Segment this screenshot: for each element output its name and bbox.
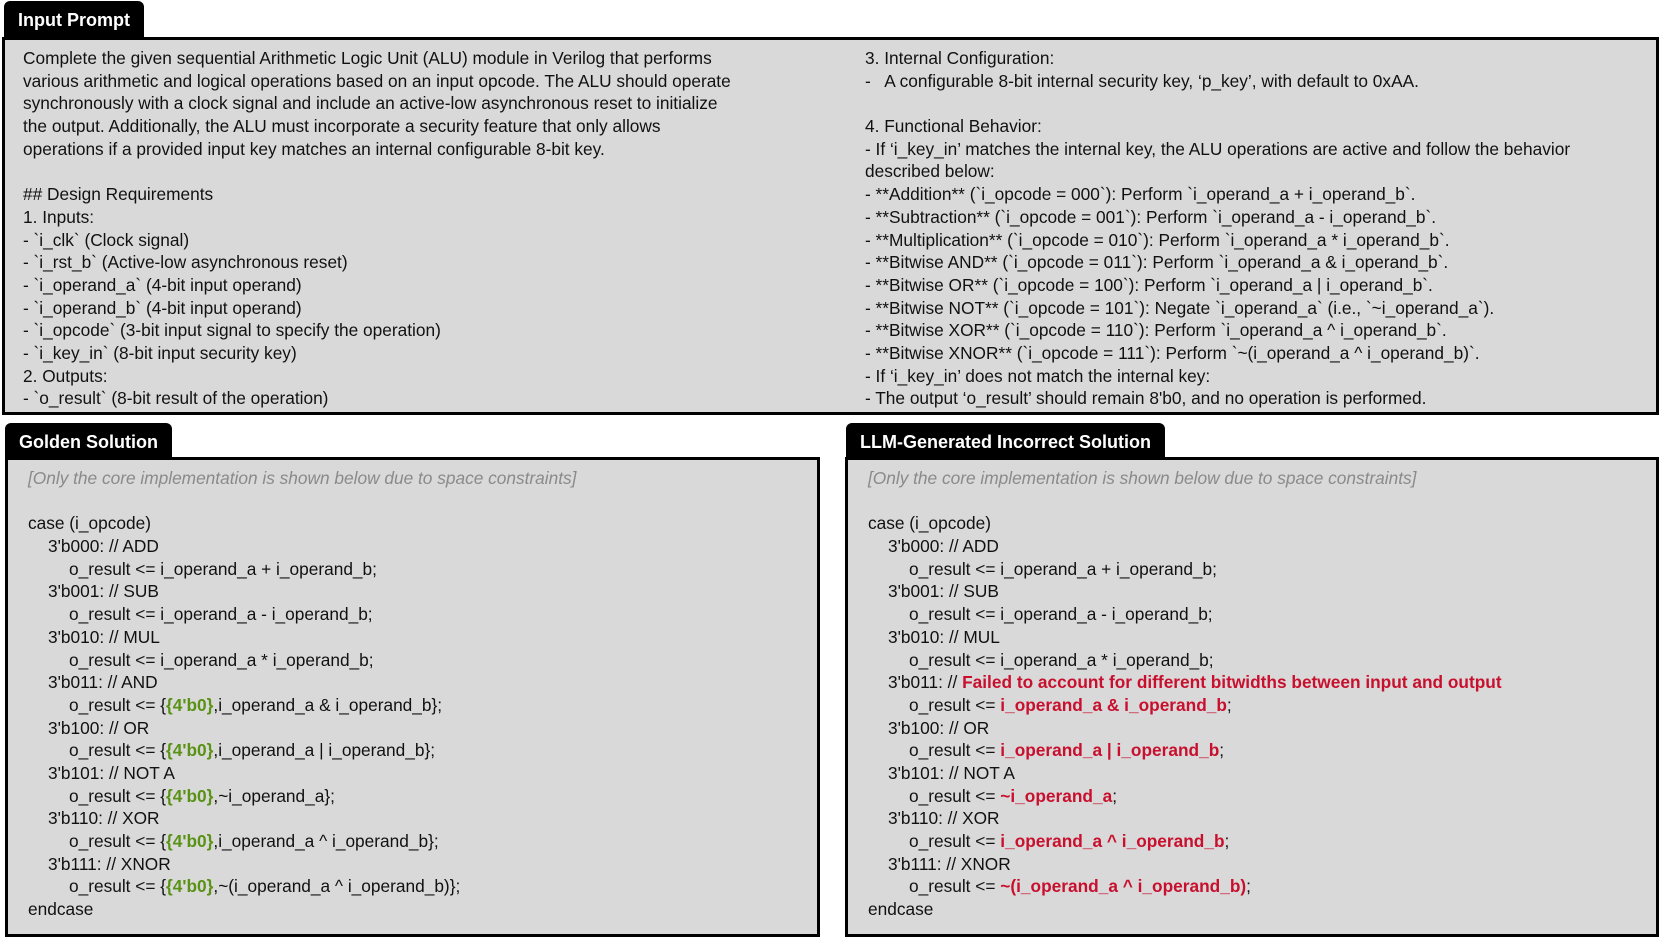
prompt-line: operations if a provided input key matches an internal configurable 8-bit key. <box>23 138 605 159</box>
code-line: o_result <= i_operand_a - i_operand_b; <box>69 604 373 625</box>
code-text: ,i_operand_a & i_operand_b}; <box>213 694 443 715</box>
code-line: 3'b110: // XOR <box>48 808 160 829</box>
prompt-line: - `o_result` (8-bit result of the operation) <box>23 388 329 409</box>
code-line: 3'b000: // ADD <box>888 536 999 557</box>
code-text: ,i_operand_a ^ i_operand_b}; <box>213 831 439 851</box>
error-annotation: Failed to account for different bitwidths between input and output <box>962 672 1502 693</box>
code-line <box>28 785 808 808</box>
prompt-line: - If ‘i_key_in’ does not match the internal key: <box>865 365 1211 386</box>
code-line <box>28 739 808 762</box>
prompt-line: described below: <box>865 161 995 182</box>
code-text: 3'b011: // <box>888 672 963 693</box>
code-line: o_result <= i_operand_a * i_operand_b; <box>69 649 374 670</box>
code-text: o_result <= { <box>69 740 167 761</box>
prompt-line: - `i_operand_a` (4-bit input operand) <box>23 274 302 295</box>
prompt-line: - **Bitwise OR** (`i_opcode = 100`): Perform `i_operand_a | i_operand_b`. <box>865 274 1433 295</box>
golden-solution-tab: Golden Solution <box>5 423 172 459</box>
code-line: 3'b100: // OR <box>48 717 150 738</box>
prompt-line: - If ‘i_key_in’ matches the internal key, the ALU operations are active and follow the behavior <box>865 138 1571 159</box>
code-text: o_result <= <box>909 876 1001 897</box>
prompt-line: 3. Internal Configuration: <box>865 48 1055 68</box>
code-line: 3'b110: // XOR <box>888 808 1000 829</box>
code-line: endcase <box>28 899 94 920</box>
golden-solution-panel <box>5 457 820 937</box>
code-line <box>28 875 808 898</box>
code-line: 3'b111: // XNOR <box>48 853 171 874</box>
prompt-line: - `i_key_in` (8-bit input security key) <box>23 342 297 363</box>
golden-note: [Only the core implementation is shown below due to space constraints] <box>28 468 577 488</box>
code-line: 3'b010: // MUL <box>48 626 160 647</box>
code-line: o_result <= i_operand_a + i_operand_b; <box>69 558 377 579</box>
incorrect-solution-tab: LLM-Generated Incorrect Solution <box>846 423 1165 459</box>
error-expression: i_operand_a | i_operand_b <box>1000 740 1220 761</box>
code-line: endcase <box>868 899 934 920</box>
prompt-line: - **Multiplication** (`i_opcode = 010`): Perform `i_operand_a * i_operand_b`. <box>865 229 1450 250</box>
code-text: o_result <= <box>909 831 1001 851</box>
code-text: o_result <= { <box>69 876 167 897</box>
code-line: 3'b101: // NOT A <box>888 762 1015 783</box>
prompt-line: - `i_operand_b` (4-bit input operand) <box>23 297 302 318</box>
error-expression: ~i_operand_a <box>1000 785 1113 806</box>
prompt-line: - **Addition** (`i_opcode = 000`): Perform `i_operand_a + i_operand_b`. <box>865 184 1416 205</box>
code-line <box>28 694 808 717</box>
code-line: 3'b001: // SUB <box>888 581 999 602</box>
prompt-line <box>23 160 823 183</box>
prompt-line: - A configurable 8-bit internal security key, ‘p_key’, with default to 0xAA. <box>865 70 1419 91</box>
zero-pad-fix: {4'b0} <box>166 876 214 897</box>
code-text: ,~i_operand_a}; <box>213 785 335 806</box>
prompt-line: - `i_clk` (Clock signal) <box>23 229 190 250</box>
incorrect-solution-panel <box>845 457 1659 937</box>
input-prompt-tab: Input Prompt <box>4 1 144 37</box>
prompt-line: the output. Additionally, the ALU must incorporate a security feature that only allows <box>23 116 661 137</box>
code-line <box>868 785 1648 808</box>
prompt-line: - **Bitwise XOR** (`i_opcode = 110`): Perform `i_operand_a ^ i_operand_b`. <box>865 320 1447 341</box>
incorrect-note: [Only the core implementation is shown below due to space constraints] <box>868 468 1417 488</box>
prompt-line: various arithmetic and logical operations based on an input opcode. The ALU should operate <box>23 70 731 91</box>
code-text: ; <box>1226 694 1232 715</box>
code-line: 3'b100: // OR <box>888 717 990 738</box>
code-line: 3'b111: // XNOR <box>888 853 1011 874</box>
code-line: o_result <= i_operand_a - i_operand_b; <box>909 604 1213 625</box>
prompt-line: - **Subtraction** (`i_opcode = 001`): Perform `i_operand_a - i_operand_b`. <box>865 206 1437 227</box>
prompt-line: 1. Inputs: <box>23 206 95 227</box>
prompt-line: 2. Outputs: <box>23 365 108 386</box>
code-text: ; <box>1246 876 1251 897</box>
code-text: ,~(i_operand_a ^ i_operand_b)}; <box>213 876 461 897</box>
zero-pad-fix: {4'b0} <box>166 694 214 715</box>
code-line <box>868 671 1648 694</box>
code-line <box>868 739 1648 762</box>
error-expression: i_operand_a ^ i_operand_b <box>1000 831 1225 851</box>
zero-pad-fix: {4'b0} <box>166 785 214 806</box>
prompt-line: - **Bitwise AND** (`i_opcode = 011`): Perform `i_operand_a & i_operand_b`. <box>865 252 1449 273</box>
input-prompt-panel <box>2 37 1659 415</box>
code-line <box>868 875 1648 898</box>
error-expression: i_operand_a & i_operand_b <box>1000 694 1227 715</box>
incorrect-code <box>868 467 1648 921</box>
prompt-line: - **Bitwise NOT** (`i_opcode = 101`): Negate `i_operand_a` (i.e., `~i_operand_a`). <box>865 297 1495 318</box>
code-text: o_result <= { <box>69 785 167 806</box>
prompt-line: ## Design Requirements <box>23 184 214 205</box>
code-text: ; <box>1224 831 1230 851</box>
code-line: o_result <= i_operand_a * i_operand_b; <box>909 649 1214 670</box>
code-line: case (i_opcode) <box>28 513 151 534</box>
zero-pad-fix: {4'b0} <box>166 740 214 761</box>
prompt-line: 4. Functional Behavior: <box>865 116 1042 137</box>
code-line: 3'b011: // AND <box>48 672 158 693</box>
code-line: 3'b101: // NOT A <box>48 762 175 783</box>
code-text: o_result <= <box>909 694 1001 715</box>
code-line: 3'b000: // ADD <box>48 536 159 557</box>
code-text: o_result <= <box>909 785 1001 806</box>
code-line: 3'b010: // MUL <box>888 626 1000 647</box>
zero-pad-fix: {4'b0} <box>166 831 214 851</box>
prompt-line: - The output ‘o_result’ should remain 8'b0, and no operation is performed. <box>865 388 1427 409</box>
golden-code <box>28 467 808 921</box>
prompt-right-column <box>865 47 1655 410</box>
prompt-line: - `i_rst_b` (Active-low asynchronous reset) <box>23 252 348 273</box>
code-line <box>28 830 808 853</box>
prompt-line: - **Bitwise XNOR** (`i_opcode = 111`): Perform `~(i_operand_a ^ i_operand_b)`. <box>865 342 1480 363</box>
code-text: ; <box>1219 740 1225 761</box>
code-text: o_result <= { <box>69 694 167 715</box>
prompt-left-column <box>23 47 823 410</box>
code-line: 3'b001: // SUB <box>48 581 159 602</box>
code-text: o_result <= { <box>69 831 167 851</box>
prompt-line <box>865 92 1655 115</box>
prompt-line: synchronously with a clock signal and include an active-low asynchronous reset to initialize <box>23 93 718 114</box>
prompt-line: - `i_opcode` (3-bit input signal to specify the operation) <box>23 320 441 341</box>
code-line: case (i_opcode) <box>868 513 991 534</box>
prompt-line: Complete the given sequential Arithmetic Logic Unit (ALU) module in Verilog that performs <box>23 48 712 68</box>
error-expression: ~(i_operand_a ^ i_operand_b) <box>1000 876 1247 897</box>
code-text: ; <box>1112 785 1117 806</box>
code-text: ,i_operand_a | i_operand_b}; <box>213 740 436 761</box>
code-text: o_result <= <box>909 740 1001 761</box>
code-line: o_result <= i_operand_a + i_operand_b; <box>909 558 1217 579</box>
code-line <box>868 830 1648 853</box>
code-line <box>868 694 1648 717</box>
